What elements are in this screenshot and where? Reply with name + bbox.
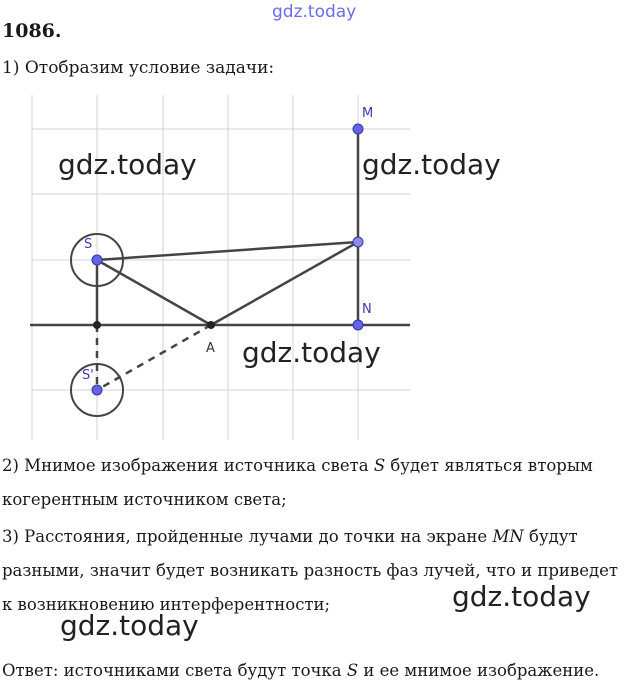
label-a: A xyxy=(206,341,215,356)
problem-number: 1086. xyxy=(2,20,62,42)
watermark: gdz.today xyxy=(452,580,591,613)
step-2-line-1: 2) Мнимое изображения источника света S будет являться вторым xyxy=(2,456,593,475)
step-1-text: 1) Отобразим условие задачи: xyxy=(2,58,275,78)
label-s: S xyxy=(84,237,93,252)
watermark: gdz.today xyxy=(242,336,381,369)
step-3-line-2: разными, значит будет возникать разность фаз лучей, что и приведет xyxy=(2,561,619,580)
label-n: N xyxy=(362,302,372,317)
watermark: gdz.today xyxy=(60,609,199,642)
watermark: gdz.today xyxy=(362,148,501,181)
watermark-top: gdz.today xyxy=(272,2,357,22)
step-3-line-1: 3) Расстояния, пройденные лучами до точки на экране MN будут xyxy=(2,527,578,546)
label-s-image: S' xyxy=(82,368,94,383)
step-3-line-3: к возникновению интерферентности; xyxy=(2,595,331,614)
answer-text: Ответ: источниками света будут точка S и ее мнимое изображение. xyxy=(2,661,600,680)
step-2-line-2: когерентным источником света; xyxy=(2,490,287,509)
label-m: M xyxy=(362,106,374,121)
watermark: gdz.today xyxy=(58,148,197,181)
